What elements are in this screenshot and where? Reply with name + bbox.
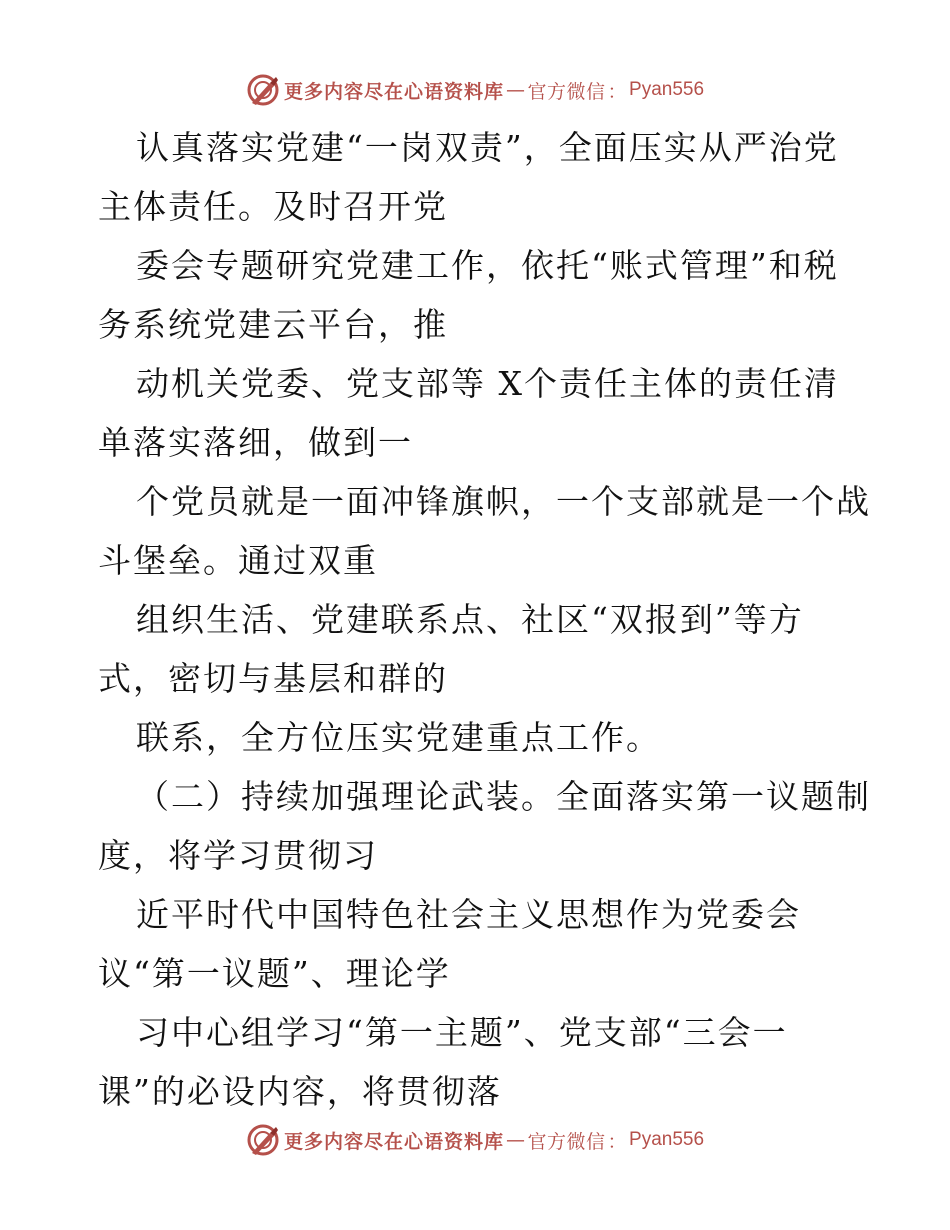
- text-line: 式，密切与基层和群的: [98, 659, 448, 698]
- text-line: 习中心组学习“第一主题”、党支部“三会一: [136, 1013, 788, 1052]
- text-line: 组织生活、党建联系点、社区“双报到”等方: [136, 600, 804, 639]
- footer-watermark: [0, 1120, 950, 1160]
- text-line: 斗堡垒。通过双重: [98, 541, 378, 580]
- watermark-wechat-id: Pyan556: [629, 79, 705, 100]
- text-line: 务系统党建云平台，推: [98, 305, 448, 344]
- text-line: 个党员就是一面冲锋旗帜，一个支部就是一个战: [136, 482, 871, 521]
- watermark-dash: —: [505, 79, 526, 101]
- watermark-official: 官方微信: [527, 80, 606, 103]
- watermark-brand: 更多内容尽在心语资料库: [283, 80, 504, 103]
- watermark-brand: 更多内容尽在心语资料库: [283, 1130, 504, 1153]
- text-line: 近平时代中国特色社会主义思想作为党委会: [136, 895, 801, 934]
- text-line: 认真落实党建“一岗双责”，全面压实从严治党: [136, 128, 839, 167]
- watermark-wechat-id: Pyan556: [629, 1129, 705, 1150]
- header-watermark: [0, 70, 950, 110]
- document-body: [98, 118, 871, 1121]
- watermark-separator: ：: [607, 80, 628, 103]
- text-line: 单落实落细，做到一: [98, 423, 413, 462]
- text-line: 动机关党委、党支部等 X个责任主体的责任清: [136, 364, 839, 403]
- text-line: 度，将学习贯彻习: [98, 836, 378, 875]
- pen-logo-icon: [246, 1123, 280, 1157]
- watermark-official: 官方微信: [527, 1130, 606, 1153]
- pen-logo-icon: [246, 73, 280, 107]
- text-line: 委会专题研究党建工作，依托“账式管理”和税: [136, 246, 839, 285]
- watermark-dash: —: [505, 1129, 526, 1151]
- text-line: 主体责任。及时召开党: [98, 187, 448, 226]
- text-line: 议“第一议题”、理论学: [98, 954, 451, 993]
- text-line: 课”的必设内容，将贯彻落: [98, 1072, 502, 1111]
- watermark-separator: ：: [607, 1130, 628, 1153]
- text-line: （二）持续加强理论武装。全面落实第一议题制: [136, 777, 871, 816]
- text-line: 联系，全方位压实党建重点工作。: [136, 718, 661, 757]
